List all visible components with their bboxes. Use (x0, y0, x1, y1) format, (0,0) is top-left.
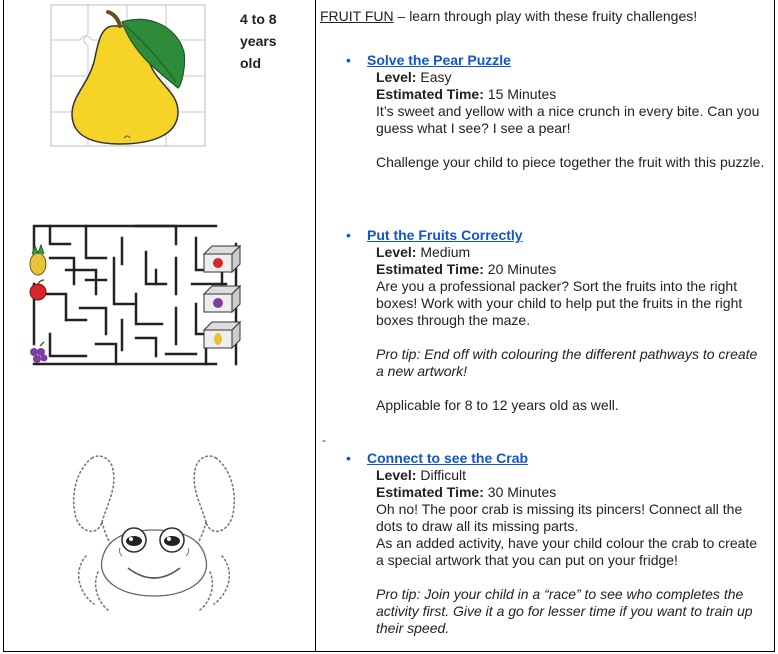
box-icon (204, 246, 240, 348)
pro-tip-text: Pro tip: Join your child in a “race” to see who completes the activity first. Give it a go for lesser time if you want to train up their speed. (376, 586, 753, 636)
activity-pear-puzzle (346, 52, 766, 171)
level-line (376, 244, 766, 261)
crab-body (102, 530, 207, 596)
activity-crab-dots (346, 450, 766, 637)
applicability-note: Applicable for 8 to 12 years old as well. (376, 397, 619, 413)
pear-puzzle-image (50, 4, 206, 147)
activity-link[interactable]: Put the Fruits Correctly (367, 227, 523, 243)
separator-dash: - (322, 433, 326, 447)
time-label: Estimated Time: (376, 484, 484, 500)
bullet-icon: • (346, 450, 351, 466)
time-value: 30 Minutes (487, 484, 557, 500)
level-line (376, 467, 766, 484)
crab-dot-to-dot-image (62, 452, 246, 614)
intro-title: FRUIT FUN (320, 8, 394, 24)
level-value: Medium (420, 244, 471, 260)
level-value: Easy (420, 69, 452, 85)
description: It’s sweet and yellow with a nice crunch in every bite. Can you guess what I see? I see a pear! (376, 103, 760, 136)
pro-tip-text: Pro tip: End off with colouring the different pathways to create a new artwork! (376, 346, 758, 379)
fruit-maze-image (26, 224, 248, 370)
level-line (376, 69, 766, 86)
age-line-1: 4 to 8 (240, 11, 277, 27)
time-line (376, 261, 766, 278)
time-label: Estimated Time: (376, 261, 484, 277)
level-label: Level: (376, 69, 417, 85)
level-label: Level: (376, 244, 417, 260)
age-line-3: old (240, 55, 261, 71)
description-2: As an added activity, have your child colour the crab to create a special artwork that you can put on your fridge! (376, 535, 758, 568)
pro-tip (376, 586, 766, 637)
bullet-icon: • (346, 227, 351, 243)
age-group (240, 8, 300, 74)
activity-link[interactable]: Connect to see the Crab (367, 450, 529, 466)
time-value: 20 Minutes (487, 261, 557, 277)
description: Are you a professional packer? Sort the fruits into the right boxes! Work with your child to help put the fruits in the right boxes through the maze. (376, 278, 743, 328)
intro-line (320, 8, 697, 24)
description-2: Challenge your child to piece together the fruit with this puzzle. (376, 154, 765, 170)
activity-fruit-maze (346, 227, 766, 414)
pro-tip (376, 346, 766, 380)
level-label: Level: (376, 467, 417, 483)
bullet-icon: • (346, 52, 351, 68)
age-line-2: years (240, 33, 277, 49)
time-line (376, 86, 766, 103)
column-divider (315, 0, 316, 651)
activity-link[interactable]: Solve the Pear Puzzle (367, 52, 511, 68)
description: Oh no! The poor crab is missing its pincers! Connect all the dots to draw all its missing parts. (376, 501, 743, 534)
time-line (376, 484, 766, 501)
level-value: Difficult (420, 467, 467, 483)
time-value: 15 Minutes (487, 86, 557, 102)
intro-text: – learn through play with these fruity challenges! (393, 8, 698, 24)
time-label: Estimated Time: (376, 86, 484, 102)
